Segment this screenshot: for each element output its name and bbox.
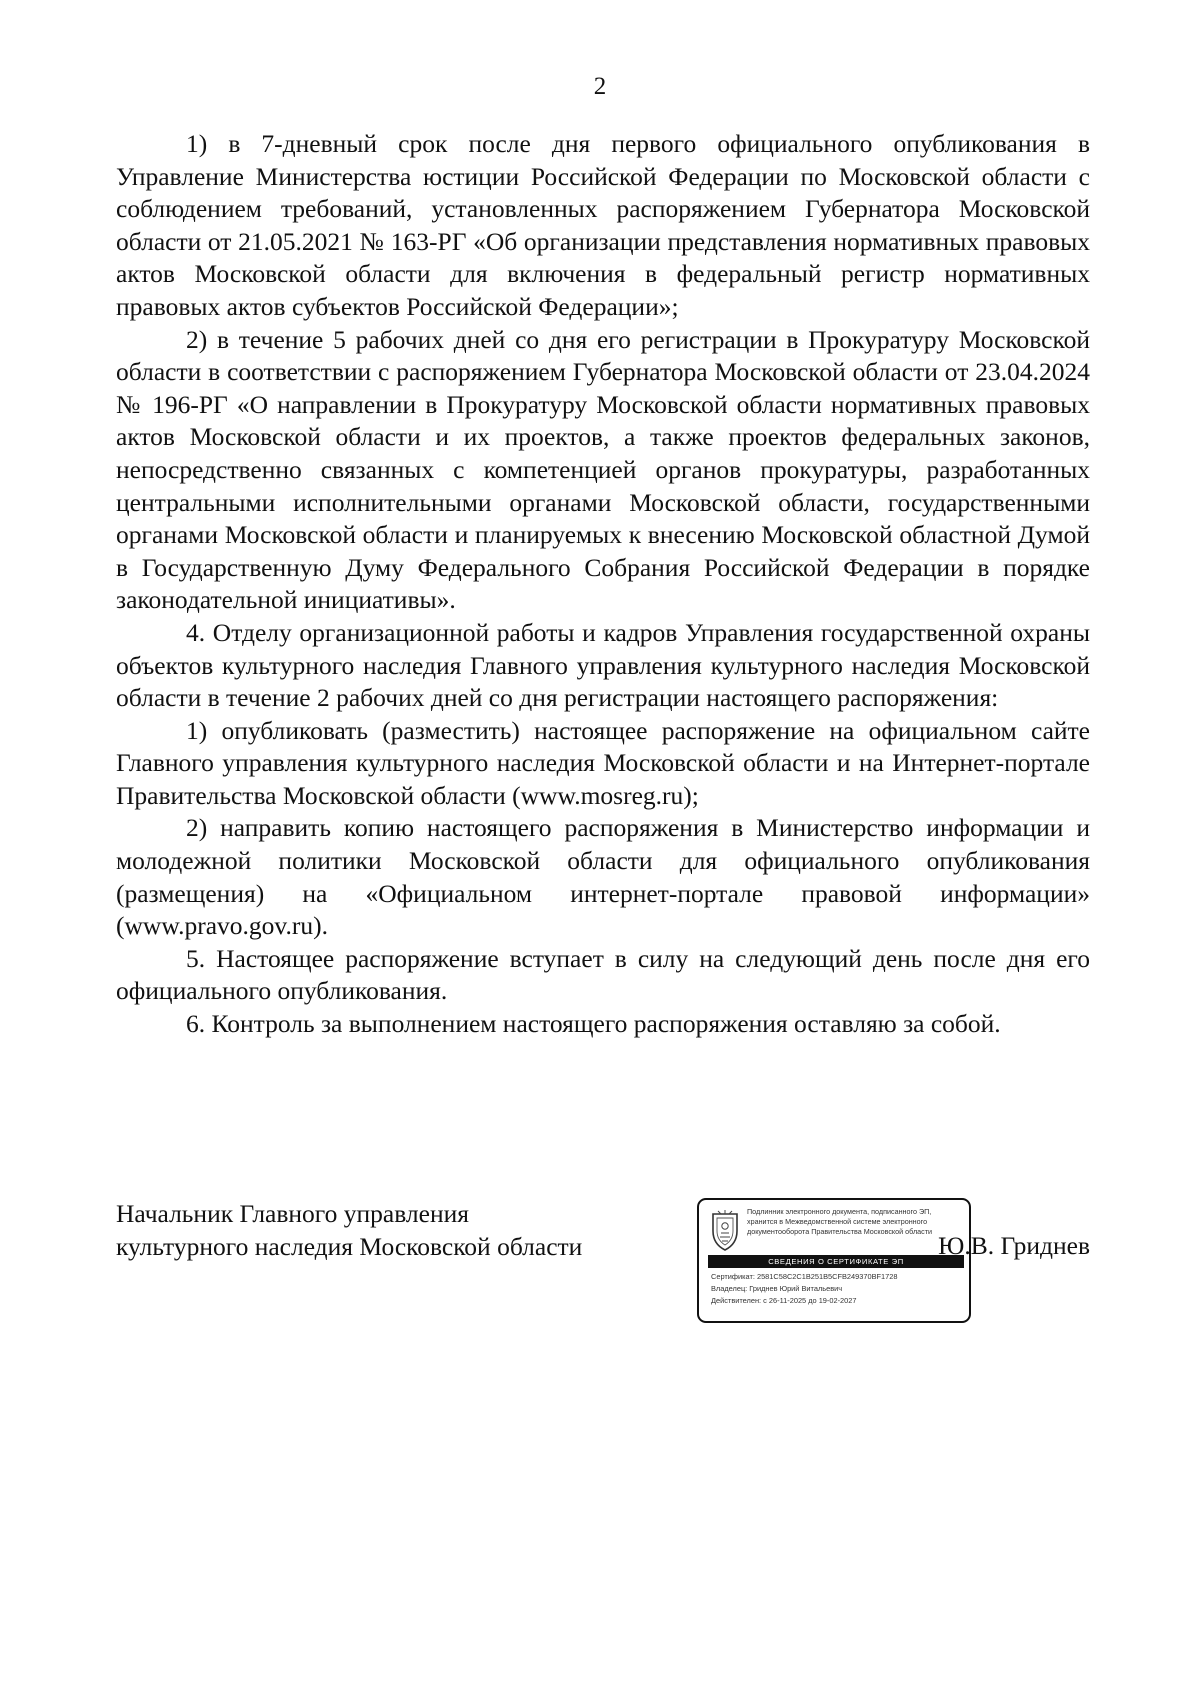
stamp-header-line-2: хранится в Межведомственной системе электронного (747, 1217, 928, 1226)
electronic-signature-stamp (697, 1198, 971, 1323)
signature-block (116, 1198, 1090, 1338)
paragraph-clause-4-item-2: 2) направить копию настоящего распоряжения в Министерство информации и молодежной политики Московской области для официального опубликования (размещения) на «Официальном интернет-портале правовой информации» (www.pravo.gov.ru). (116, 813, 1090, 941)
signatory-position-line-2: культурного наследия Московской области (116, 1231, 583, 1261)
stamp-header-line-3: документооборота Правительства Московской области (747, 1227, 933, 1236)
stamp-certificate-bar: СВЕДЕНИЯ О СЕРТИФИКАТЕ ЭП (708, 1255, 964, 1268)
paragraph-clause-4-item-1: 1) опубликовать (разместить) настоящее распоряжение на официальном сайте Главного управления культурного наследия Московской области и на Интернет-портале Правительства Московской области (www.mosreg.ru); (116, 715, 1090, 810)
paragraph-item-2: 2) в течение 5 рабочих дней со дня его регистрации в Прокуратуру Московской области в соответствии с распоряжением Губернатора Московской области от 23.04.2024 № 196-РГ «О направлении в Прокуратуру Московской области нормативных правовых актов Московской области и их проектов, а также проектов федеральных законов, непосредственно связанных с компетенцией органов прокуратуры, разработанных центральными исполнительными органами Московской области, государственными органами Московской области и планируемых к внесению Московской областной Думой в Государственную Думу Федерального Собрания Российской Федерации в порядке законодательной инициативы». (116, 324, 1090, 615)
signatory-name: Ю.В. Гриднев (938, 1231, 1090, 1260)
stamp-certificate-number: Сертификат: 2581C58C2C1B251B5CFB249370BF1728 (711, 1272, 898, 1281)
signatory-position (116, 1198, 582, 1263)
paragraph-item-1: 1) в 7-дневный срок после дня первого официального опубликования в Управление Министерства юстиции Российской Федерации по Московской области с соблюдением требований, установленных распоряжением Губернатора Московской области от 21.05.2021 № 163-РГ «Об организации представления нормативных правовых актов Московской области для включения в федеральный регистр нормативных правовых актов субъектов Российской Федерации»; (116, 129, 1090, 321)
stamp-header-line-1: Подлинник электронного документа, подписанного ЭП, (747, 1207, 932, 1216)
document-body (116, 128, 1090, 1041)
stamp-owner: Владелец: Гриднев Юрий Витальевич (711, 1284, 843, 1293)
signatory-position-line-1: Начальник Главного управления (116, 1199, 469, 1228)
paragraph-clause-5: 5. Настоящее распоряжение вступает в силу на следующий день после дня его официального опубликования. (116, 943, 1090, 1006)
stamp-header (747, 1207, 965, 1237)
stamp-validity: Действителен: с 26-11-2025 до 19-02-2027 (711, 1296, 857, 1305)
coat-of-arms-icon (708, 1209, 742, 1253)
paragraph-clause-6: 6. Контроль за выполнением настоящего распоряжения оставляю за собой. (186, 1009, 1001, 1039)
page-number: 2 (593, 73, 607, 100)
paragraph-clause-4: 4. Отделу организационной работы и кадров Управления государственной охраны объектов культурного наследия Главного управления культурного наследия Московской области в течение 2 рабочих дней со дня регистрации настоящего распоряжения: (116, 617, 1090, 713)
